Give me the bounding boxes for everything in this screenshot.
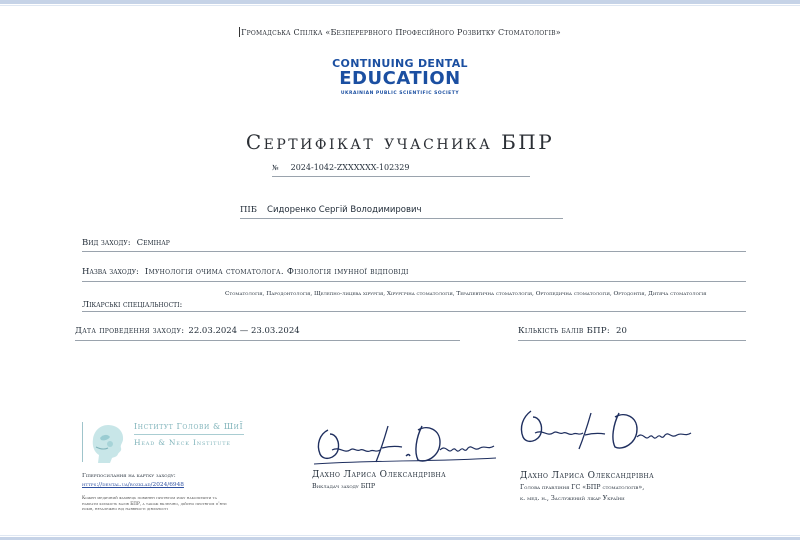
specialties-value: Стоматологія, Пародонтологія, Щелепно-лицева хірургія, Хірургічна стоматологія, Терапевтична стоматологія, Ортопедична стоматологія, Ортодонтія, Дитяча стоматологія	[225, 291, 707, 297]
event-name-label: Назва заходу:	[82, 267, 139, 277]
top-border-thin	[0, 5, 800, 6]
signatory-1-name: Дахно Лариса Олександрівна	[312, 470, 447, 480]
specialties-label: Лікарські спеціальності:	[82, 300, 183, 310]
dates-value: 22.03.2024 — 23.03.2024	[188, 326, 300, 336]
participant-row	[240, 205, 563, 219]
event-type-label: Вид заходу:	[82, 238, 131, 248]
signatory-2-role-2: к. мед. н., Заслужений лікар України	[520, 495, 625, 502]
logo-line-2: EDUCATION	[339, 68, 461, 89]
event-name-value: Імунологія очима стоматолога. Фізіологія імунної відповіді	[144, 267, 409, 277]
signature-2-image	[515, 405, 695, 455]
fine-print-note: Кожен медичний фахівець повинен протягом року накопичити та набрати кількість балів БПР, а також включно, дійсно протягом п'яти років, незалежно від наявності діяльності	[82, 495, 227, 511]
event-type-value: Семінар	[136, 238, 170, 248]
dates-row	[75, 326, 460, 341]
specialties-row	[82, 289, 746, 312]
logo-line-1: CONTINUING DENTAL	[332, 57, 468, 70]
institute-logo	[82, 420, 252, 470]
certificate-title: Сертифікат учасника БПР	[245, 130, 555, 154]
institute-name-en: Head & Neck Institute	[134, 438, 231, 447]
points-value: 20	[616, 326, 627, 336]
organization-header	[0, 27, 800, 37]
signatory-2-role: Голова правління ГС «БПР стоматологів»,	[520, 484, 645, 491]
event-name-row	[82, 267, 746, 282]
dates-label: Дата проведення заходу:	[75, 326, 185, 336]
institute-name-ua: Інститут Голови & ШиЇ	[134, 422, 244, 431]
cde-logo	[320, 58, 480, 96]
signatory-1-role: Викладач заходу БПР	[312, 483, 376, 490]
participant-name: Сидоренко Сергій Володимирович	[267, 205, 422, 215]
signature-1-image	[310, 420, 500, 468]
points-label: Кількість балів БПР:	[518, 326, 611, 336]
bottom-border-thin	[0, 535, 800, 536]
event-link[interactable]: https://dental.ua/rozklad/2024/6948	[82, 482, 184, 488]
event-type-row	[82, 238, 746, 252]
certificate-number: 2024-1042-ZXXXXXX-102329	[290, 163, 410, 172]
certificate-number-row	[272, 163, 530, 177]
institute-divider	[134, 434, 244, 435]
number-label: №	[272, 164, 279, 172]
institute-bar	[82, 422, 83, 462]
points-row	[518, 326, 746, 341]
head-profile-icon	[86, 422, 130, 464]
top-border	[0, 0, 800, 4]
fio-label: ПІБ	[240, 205, 258, 215]
signatory-2-name: Дахно Лариса Олександрівна	[520, 471, 655, 481]
event-link-label: Гіперпосилання на картку заходу:	[82, 473, 176, 479]
text-cursor	[239, 27, 240, 37]
organization-name: Громадська Спілка «Безперервного Професійного Розвитку Стоматологів»	[241, 28, 561, 37]
logo-line-3: UKRAINIAN PUBLIC SCIENTIFIC SOCIETY	[340, 91, 460, 96]
